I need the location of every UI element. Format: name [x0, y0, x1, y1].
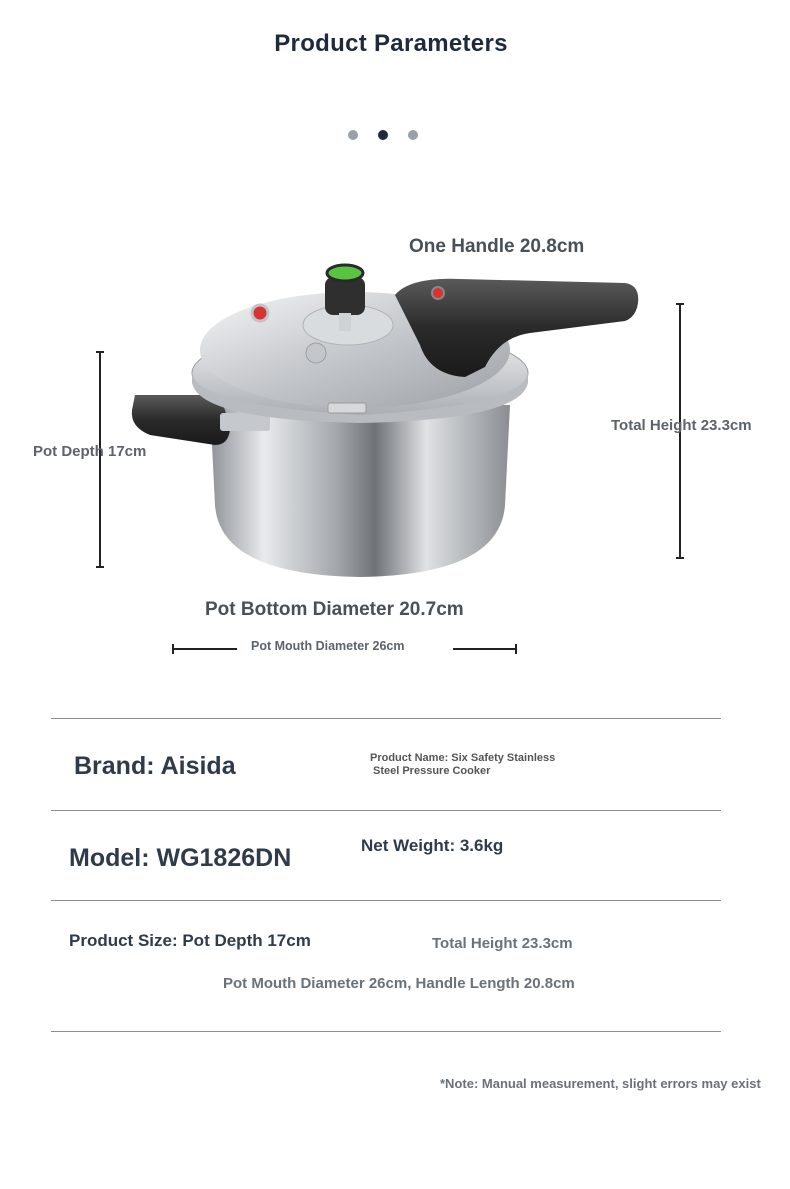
measurement-note: *Note: Manual measurement, slight errors may exist: [440, 1076, 761, 1091]
mouth-diameter-line-left: [172, 648, 237, 650]
divider: [51, 718, 721, 719]
handle-dimension-label: One Handle 20.8cm: [409, 236, 585, 257]
model-value: Model: WG1826DN: [69, 844, 292, 872]
tick-left: [172, 644, 174, 654]
pressure-cooker-image: [120, 255, 650, 590]
pot-depth-label: Pot Depth 17cm: [33, 443, 147, 460]
carousel-dot-active[interactable]: [378, 130, 388, 140]
page-title: Product Parameters: [274, 30, 508, 57]
tick-right: [515, 644, 517, 654]
bottom-diameter-label: Pot Bottom Diameter 20.7cm: [205, 599, 464, 620]
divider: [51, 900, 721, 901]
divider: [51, 1031, 721, 1032]
mouth-diameter-label: Pot Mouth Diameter 26cm: [251, 639, 405, 653]
product-size-value: Product Size: Pot Depth 17cm: [69, 931, 311, 950]
divider: [51, 810, 721, 811]
product-name-line2: Steel Pressure Cooker: [373, 765, 491, 777]
net-weight-value: Net Weight: 3.6kg: [361, 836, 504, 855]
total-height-label: Total Height 23.3cm: [611, 417, 752, 434]
carousel-dot[interactable]: [348, 130, 358, 140]
carousel-dot[interactable]: [408, 130, 418, 140]
total-height-spec: Total Height 23.3cm: [432, 935, 573, 952]
carousel-dots: [348, 130, 418, 140]
mouth-diameter-line-right: [453, 648, 517, 650]
product-name-line1: Product Name: Six Safety Stainless: [370, 752, 556, 764]
product-name-value: [370, 752, 555, 778]
brand-value: Brand: Aisida: [74, 752, 236, 780]
size-detail-value: Pot Mouth Diameter 26cm, Handle Length 20.8cm: [223, 975, 575, 992]
